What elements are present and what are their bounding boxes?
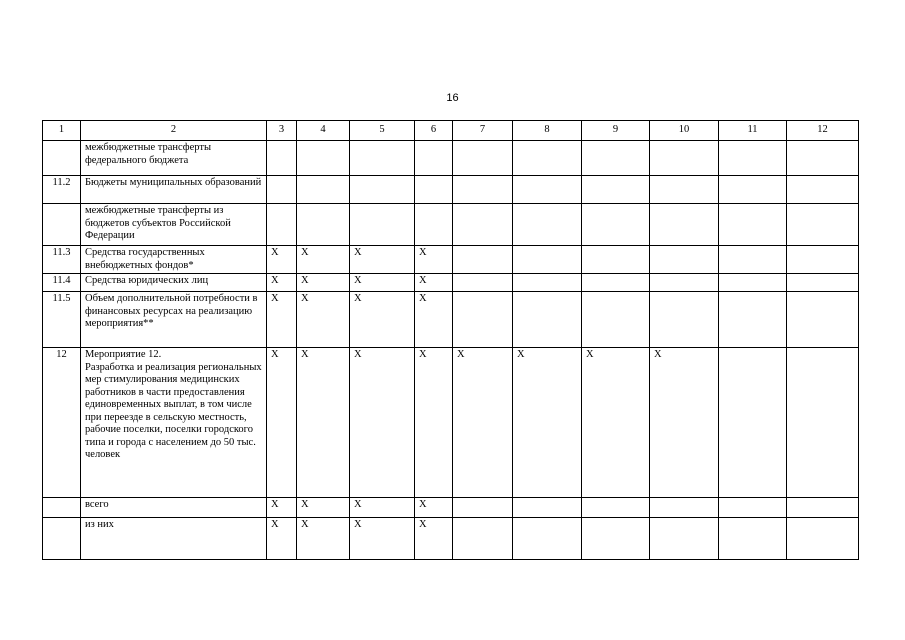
value-cell-col-6 [415, 141, 453, 176]
row-description: Средства юридических лиц [81, 274, 267, 292]
row-number [43, 518, 81, 560]
value-cell-col-8 [513, 176, 582, 204]
value-cell-col-9 [582, 292, 650, 348]
column-header-10: 10 [650, 121, 719, 141]
value-cell-col-11 [719, 141, 787, 176]
value-cell-col-8 [513, 141, 582, 176]
value-cell-col-5: X [350, 246, 415, 274]
value-cell-col-9 [582, 141, 650, 176]
value-cell-col-10 [650, 246, 719, 274]
value-cell-col-6: X [415, 348, 453, 498]
table-row [43, 274, 859, 292]
value-cell-col-11 [719, 518, 787, 560]
value-cell-col-8 [513, 498, 582, 518]
column-header-5: 5 [350, 121, 415, 141]
table-row [43, 141, 859, 176]
value-cell-col-8: X [513, 348, 582, 498]
value-cell-col-9: X [582, 348, 650, 498]
value-cell-col-9 [582, 498, 650, 518]
value-cell-col-12 [787, 176, 859, 204]
value-cell-col-4: X [297, 274, 350, 292]
value-cell-col-9 [582, 518, 650, 560]
table-row [43, 246, 859, 274]
value-cell-col-7 [453, 141, 513, 176]
row-number [43, 498, 81, 518]
value-cell-col-4 [297, 141, 350, 176]
value-cell-col-7 [453, 518, 513, 560]
value-cell-col-10 [650, 498, 719, 518]
value-cell-col-3 [267, 141, 297, 176]
value-cell-col-4: X [297, 292, 350, 348]
value-cell-col-4 [297, 204, 350, 246]
value-cell-col-10 [650, 204, 719, 246]
value-cell-col-7 [453, 292, 513, 348]
table-row [43, 176, 859, 204]
value-cell-col-3 [267, 176, 297, 204]
value-cell-col-12 [787, 274, 859, 292]
value-cell-col-11 [719, 498, 787, 518]
value-cell-col-5: X [350, 274, 415, 292]
value-cell-col-12 [787, 292, 859, 348]
value-cell-col-4: X [297, 348, 350, 498]
row-number: 11.3 [43, 246, 81, 274]
row-description: Средства государственных внебюджетных фондов* [81, 246, 267, 274]
value-cell-col-3: X [267, 246, 297, 274]
value-cell-col-12 [787, 204, 859, 246]
value-cell-col-10 [650, 274, 719, 292]
value-cell-col-10: X [650, 348, 719, 498]
row-description: Бюджеты муниципальных образований [81, 176, 267, 204]
value-cell-col-12 [787, 141, 859, 176]
value-cell-col-8 [513, 292, 582, 348]
value-cell-col-11 [719, 348, 787, 498]
value-cell-col-3: X [267, 498, 297, 518]
column-header-12: 12 [787, 121, 859, 141]
row-description: всего [81, 498, 267, 518]
value-cell-col-6 [415, 176, 453, 204]
value-cell-col-6: X [415, 518, 453, 560]
table-row [43, 518, 859, 560]
value-cell-col-11 [719, 246, 787, 274]
value-cell-col-12 [787, 498, 859, 518]
column-header-4: 4 [297, 121, 350, 141]
value-cell-col-11 [719, 176, 787, 204]
row-number: 11.5 [43, 292, 81, 348]
value-cell-col-5: X [350, 348, 415, 498]
value-cell-col-5: X [350, 498, 415, 518]
header-row [43, 121, 859, 141]
value-cell-col-10 [650, 292, 719, 348]
value-cell-col-5: X [350, 518, 415, 560]
value-cell-col-8 [513, 274, 582, 292]
value-cell-col-5 [350, 176, 415, 204]
value-cell-col-8 [513, 246, 582, 274]
value-cell-col-4: X [297, 246, 350, 274]
value-cell-col-6: X [415, 274, 453, 292]
value-cell-col-9 [582, 246, 650, 274]
value-cell-col-7 [453, 204, 513, 246]
value-cell-col-11 [719, 292, 787, 348]
table-row [43, 348, 859, 498]
row-number [43, 141, 81, 176]
value-cell-col-4: X [297, 518, 350, 560]
value-cell-col-7 [453, 176, 513, 204]
row-number [43, 204, 81, 246]
column-header-7: 7 [453, 121, 513, 141]
value-cell-col-11 [719, 204, 787, 246]
column-header-11: 11 [719, 121, 787, 141]
value-cell-col-7: X [453, 348, 513, 498]
value-cell-col-10 [650, 141, 719, 176]
row-description: из них [81, 518, 267, 560]
value-cell-col-10 [650, 518, 719, 560]
value-cell-col-9 [582, 274, 650, 292]
value-cell-col-8 [513, 204, 582, 246]
column-header-3: 3 [267, 121, 297, 141]
value-cell-col-4: X [297, 498, 350, 518]
value-cell-col-8 [513, 518, 582, 560]
value-cell-col-11 [719, 274, 787, 292]
value-cell-col-3: X [267, 274, 297, 292]
column-header-8: 8 [513, 121, 582, 141]
row-description: межбюджетные трансферты федерального бюджета [81, 141, 267, 176]
row-number: 11.2 [43, 176, 81, 204]
value-cell-col-3 [267, 204, 297, 246]
value-cell-col-3: X [267, 292, 297, 348]
value-cell-col-9 [582, 176, 650, 204]
value-cell-col-7 [453, 274, 513, 292]
row-description: межбюджетные трансферты из бюджетов субъектов Российской Федерации [81, 204, 267, 246]
value-cell-col-6: X [415, 498, 453, 518]
value-cell-col-12 [787, 246, 859, 274]
value-cell-col-12 [787, 518, 859, 560]
value-cell-col-5 [350, 204, 415, 246]
value-cell-col-10 [650, 176, 719, 204]
column-header-9: 9 [582, 121, 650, 141]
column-header-1: 1 [43, 121, 81, 141]
row-number: 11.4 [43, 274, 81, 292]
value-cell-col-3: X [267, 348, 297, 498]
value-cell-col-6: X [415, 246, 453, 274]
column-header-6: 6 [415, 121, 453, 141]
table-row [43, 292, 859, 348]
row-description: Мероприятие 12. Разработка и реализация региональных мер стимулирования медицинских работников в части предоставления единовременных выплат, в том числе при переезде в сельскую местность, рабочие поселки, поселки городского типа и города с населением до 50 тыс. человек [81, 348, 267, 498]
value-cell-col-7 [453, 498, 513, 518]
value-cell-col-5 [350, 141, 415, 176]
value-cell-col-5: X [350, 292, 415, 348]
table-row [43, 498, 859, 518]
value-cell-col-9 [582, 204, 650, 246]
table-row [43, 204, 859, 246]
column-header-2: 2 [81, 121, 267, 141]
table-body [43, 141, 859, 560]
funding-table [42, 120, 859, 560]
row-description: Объем дополнительной потребности в финансовых ресурсах на реализацию мероприятия** [81, 292, 267, 348]
value-cell-col-3: X [267, 518, 297, 560]
page-number: 16 [446, 92, 459, 104]
value-cell-col-12 [787, 348, 859, 498]
row-number: 12 [43, 348, 81, 498]
value-cell-col-7 [453, 246, 513, 274]
value-cell-col-6: X [415, 292, 453, 348]
value-cell-col-6 [415, 204, 453, 246]
value-cell-col-4 [297, 176, 350, 204]
